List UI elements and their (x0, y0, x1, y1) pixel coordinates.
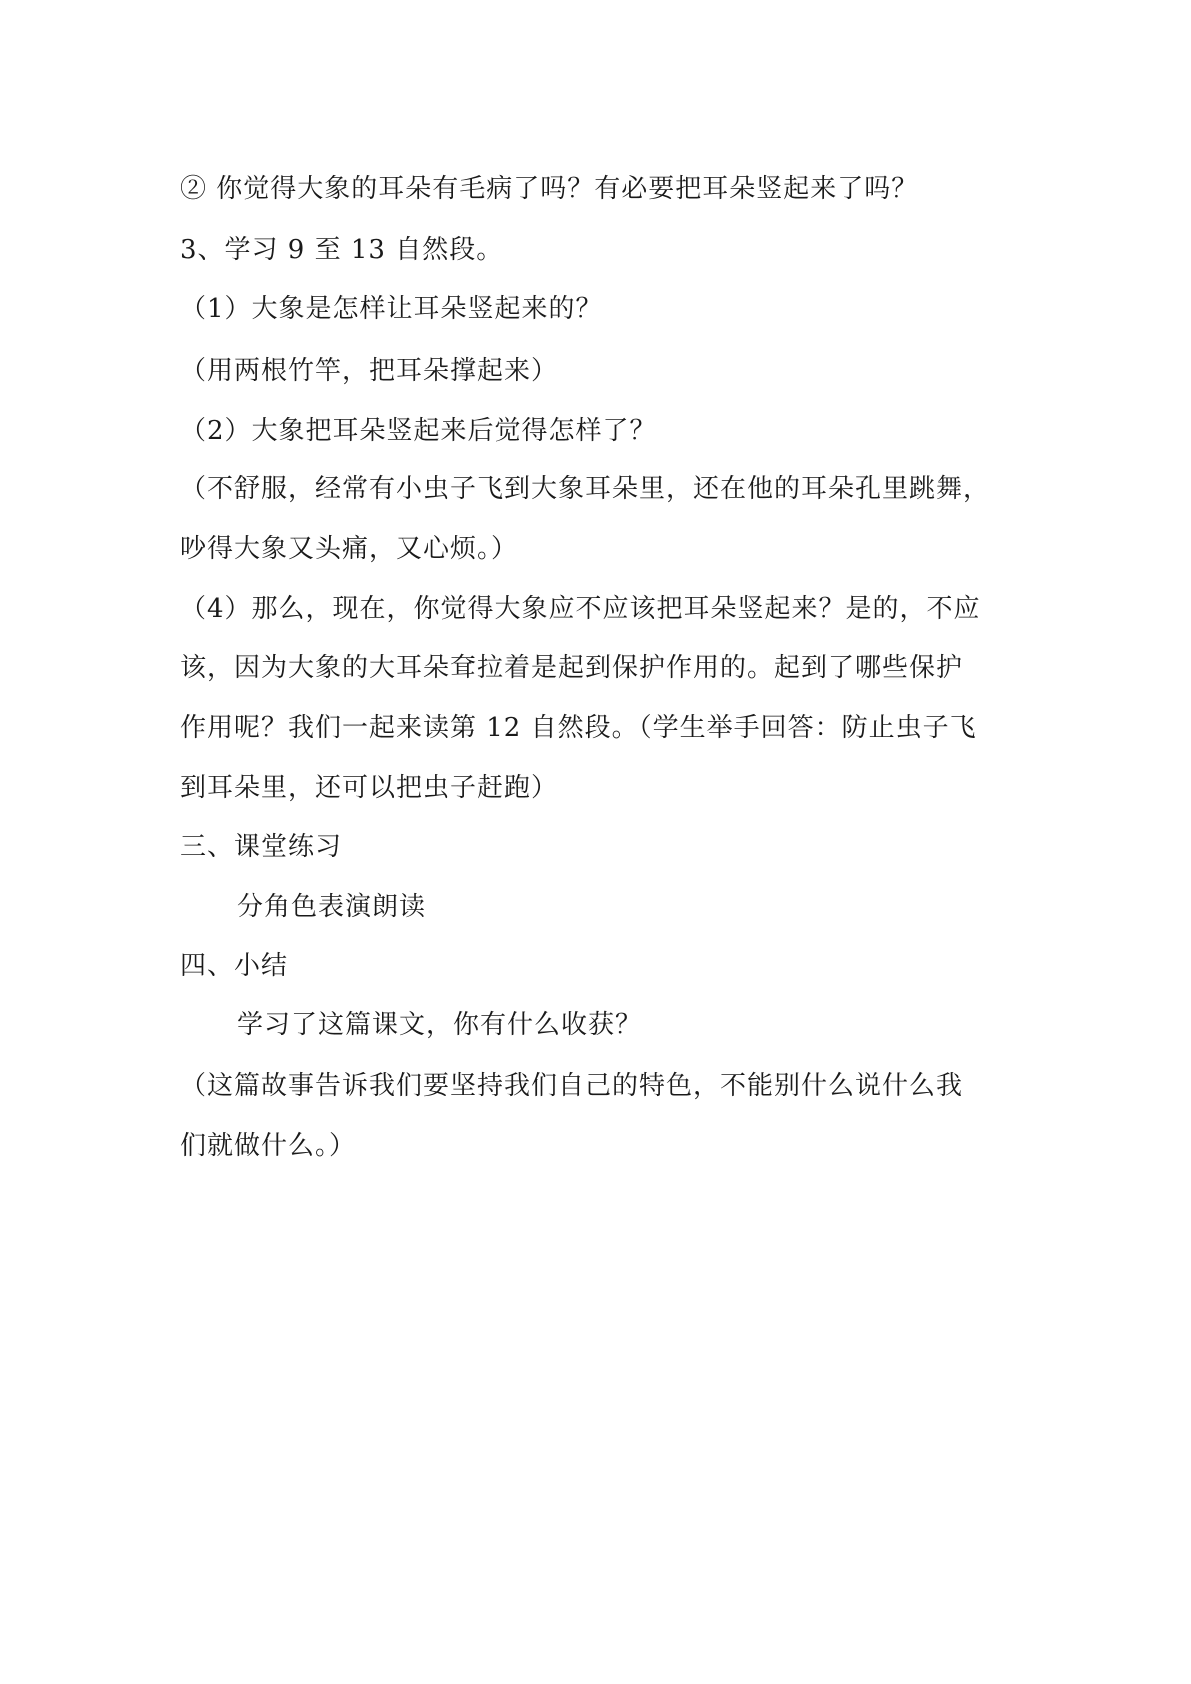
paragraph-line: （4）那么，现在，你觉得大象应不应该把耳朵竖起来？是的，不应 (180, 594, 981, 624)
answer-line: （这篇故事告诉我们要坚持我们自己的特色，不能别什么说什么我 (180, 1071, 964, 1101)
paragraph-line: 分角色表演朗读 (237, 892, 427, 922)
paragraph-line: 学习了这篇课文，你有什么收获？ (237, 1010, 643, 1040)
section-heading: 3、学习 9 至 13 自然段。 (180, 235, 504, 265)
question-line: （2）大象把耳朵竖起来后觉得怎样了？ (180, 416, 657, 446)
answer-line: （用两根竹竿，把耳朵撑起来） (180, 356, 559, 386)
paragraph-line: 作用呢？我们一起来读第 12 自然段。（学生举手回答：防止虫子飞 (180, 713, 977, 743)
paragraph-line: 该，因为大象的大耳朵耷拉着是起到保护作用的。起到了哪些保护 (180, 653, 964, 683)
question-line: ② 你觉得大象的耳朵有毛病了吗？有必要把耳朵竖起来了吗？ (180, 174, 919, 204)
section-heading: 四、小结 (180, 951, 289, 981)
answer-line: （不舒服，经常有小虫子飞到大象耳朵里，还在他的耳朵孔里跳舞， (180, 474, 991, 504)
answer-line: 们就做什么。） (180, 1131, 357, 1161)
answer-line: 吵得大象又头痛，又心烦。） (180, 534, 519, 564)
section-heading: 三、课堂练习 (180, 832, 343, 862)
paragraph-line: 到耳朵里，还可以把虫子赶跑） (180, 773, 559, 803)
question-line: （1）大象是怎样让耳朵竖起来的？ (180, 294, 603, 324)
